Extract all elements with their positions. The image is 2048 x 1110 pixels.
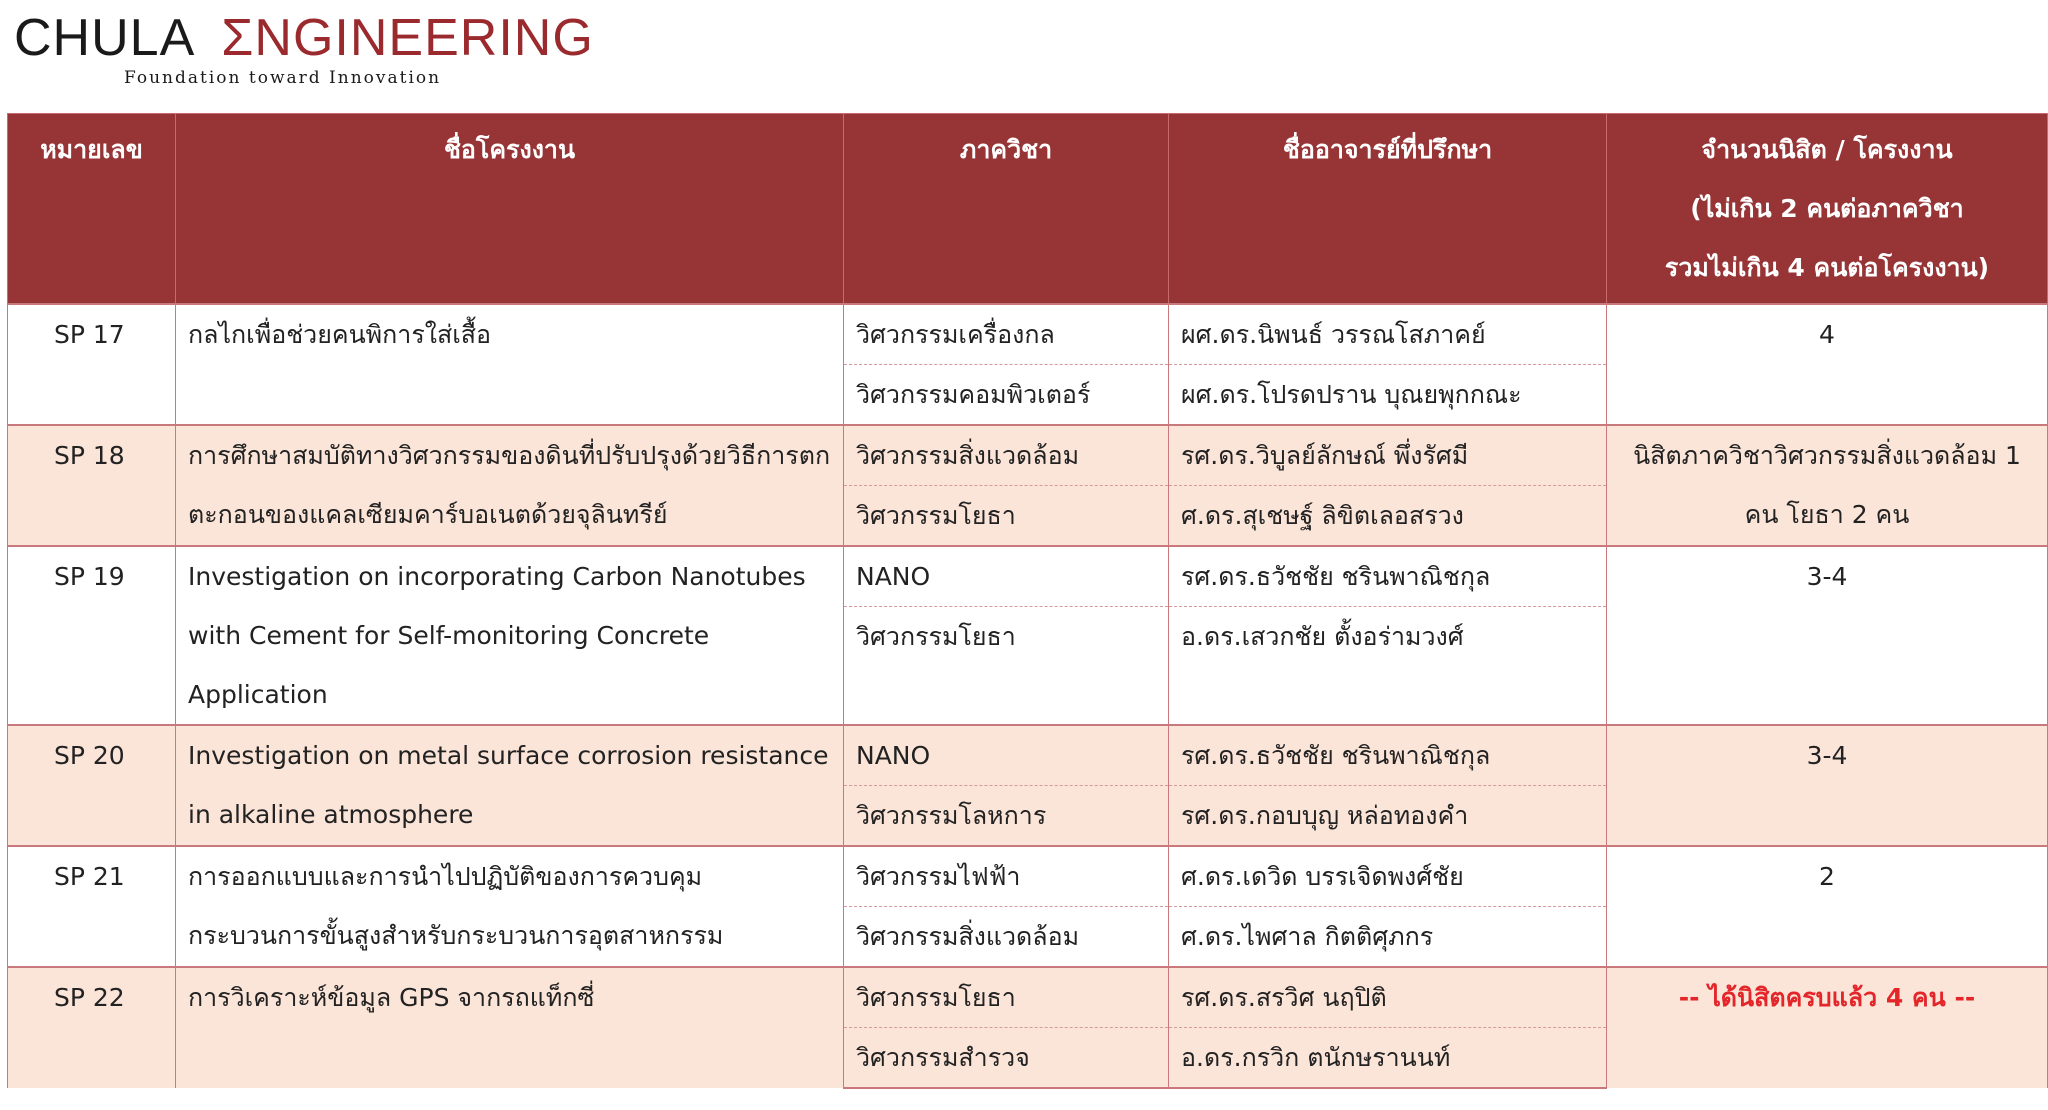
project-id: SP 21 [8, 846, 176, 967]
project-id: SP 22 [8, 967, 176, 1088]
header-students-line1: จำนวนนิสิต / โครงงาน [1701, 135, 1953, 164]
student-count: 3-4 [1607, 546, 2048, 725]
department: วิศวกรรมสำรวจ [844, 1028, 1169, 1089]
department: วิศวกรรมสิ่งแวดล้อม [844, 425, 1169, 486]
advisor: ศ.ดร.เดวิด บรรเจิดพงศ์ชัย [1169, 846, 1607, 907]
table-row [8, 846, 2048, 907]
department: วิศวกรรมไฟฟ้า [844, 846, 1169, 907]
department: วิศวกรรมโยธา [844, 607, 1169, 667]
senior-project-table [7, 113, 2048, 1089]
department: วิศวกรรมโยธา [844, 486, 1169, 547]
advisor: รศ.ดร.สรวิศ นฤปิติ [1169, 967, 1607, 1028]
table-row [8, 967, 2048, 1028]
project-id: SP 18 [8, 425, 176, 546]
department-empty [844, 666, 1169, 725]
advisor: ศ.ดร.ไพศาล กิตติศุภกร [1169, 907, 1607, 968]
advisor: ศ.ดร.สุเชษฐ์ ลิขิตเลอสรวง [1169, 486, 1607, 547]
advisor: รศ.ดร.ธวัชชัย ชรินพาณิชกุล [1169, 546, 1607, 607]
department: วิศวกรรมสิ่งแวดล้อม [844, 907, 1169, 968]
header-project: ชื่อโครงงาน [176, 114, 844, 305]
project-name: กลไกเพื่อช่วยคนพิการใส่เสื้อ [176, 304, 844, 425]
project-id: SP 17 [8, 304, 176, 425]
advisor: อ.ดร.กรวิก ตนักษรานนท์ [1169, 1028, 1607, 1089]
advisor: ผศ.ดร.โปรดปราน บุณยพุกกณะ [1169, 365, 1607, 426]
advisor: รศ.ดร.ธวัชชัย ชรินพาณิชกุล [1169, 725, 1607, 786]
project-name: การวิเคราะห์ข้อมูล GPS จากรถแท็กซี่ [176, 967, 844, 1088]
project-name: การศึกษาสมบัติทางวิศวกรรมของดินที่ปรับปรุงด้วยวิธีการตกตะกอนของแคลเซียมคาร์บอเนตด้วยจุลินทรีย์ [176, 425, 844, 546]
department: วิศวกรรมโยธา [844, 967, 1169, 1028]
project-name: Investigation on metal surface corrosion resistance in alkaline atmosphere [176, 725, 844, 846]
project-name: การออกแบบและการนำไปปฏิบัติของการควบคุมกระบวนการขั้นสูงสำหรับกระบวนการอุตสาหกรรม [176, 846, 844, 967]
header-students-line3: รวมไม่เกิน 4 คนต่อโครงงาน) [1664, 253, 1990, 282]
department: NANO [844, 725, 1169, 786]
advisor: รศ.ดร.วิบูลย์ลักษณ์ พึ่งรัศมี [1169, 425, 1607, 486]
table-row [8, 304, 2048, 365]
project-id: SP 19 [8, 546, 176, 725]
advisor: รศ.ดร.กอบบุญ หล่อทองคำ [1169, 786, 1607, 847]
logo-tagline: Foundation toward Innovation [124, 68, 442, 88]
header-department: ภาควิชา [844, 114, 1169, 305]
table-row [8, 725, 2048, 786]
header-students [1607, 114, 2048, 305]
department: วิศวกรรมคอมพิวเตอร์ [844, 365, 1169, 426]
department: NANO [844, 546, 1169, 607]
logo-wordmark [14, 8, 594, 68]
student-count: 2 [1607, 846, 2048, 967]
advisor: อ.ดร.เสวกชัย ตั้งอร่ามวงศ์ [1169, 607, 1607, 667]
table-header [8, 114, 2048, 305]
student-count: 4 [1607, 304, 2048, 425]
project-name: Investigation on incorporating Carbon Nanotubes with Cement for Self-monitoring Concrete Application [176, 546, 844, 725]
header-students-line2: (ไม่เกิน 2 คนต่อภาควิชา [1690, 194, 1964, 223]
project-id: SP 20 [8, 725, 176, 846]
advisor-empty [1169, 666, 1607, 725]
header-advisor: ชื่ออาจารย์ที่ปรึกษา [1169, 114, 1607, 305]
advisor: ผศ.ดร.นิพนธ์ วรรณโสภาคย์ [1169, 304, 1607, 365]
department: วิศวกรรมเครื่องกล [844, 304, 1169, 365]
student-count-full-note: -- ได้นิสิตครบแล้ว 4 คน -- [1607, 967, 2048, 1088]
logo-chula-text: CHULA [14, 9, 196, 67]
table-row [8, 425, 2048, 486]
student-count: 3-4 [1607, 725, 2048, 846]
table-body [8, 304, 2048, 1088]
table-row [8, 546, 2048, 607]
department: วิศวกรรมโลหการ [844, 786, 1169, 847]
logo-engineering-text: ƩNGINEERING [221, 9, 594, 67]
student-count: นิสิตภาควิชาวิศวกรรมสิ่งแวดล้อม 1 คน โยธา 2 คน [1607, 425, 2048, 546]
header-id: หมายเลข [8, 114, 176, 305]
